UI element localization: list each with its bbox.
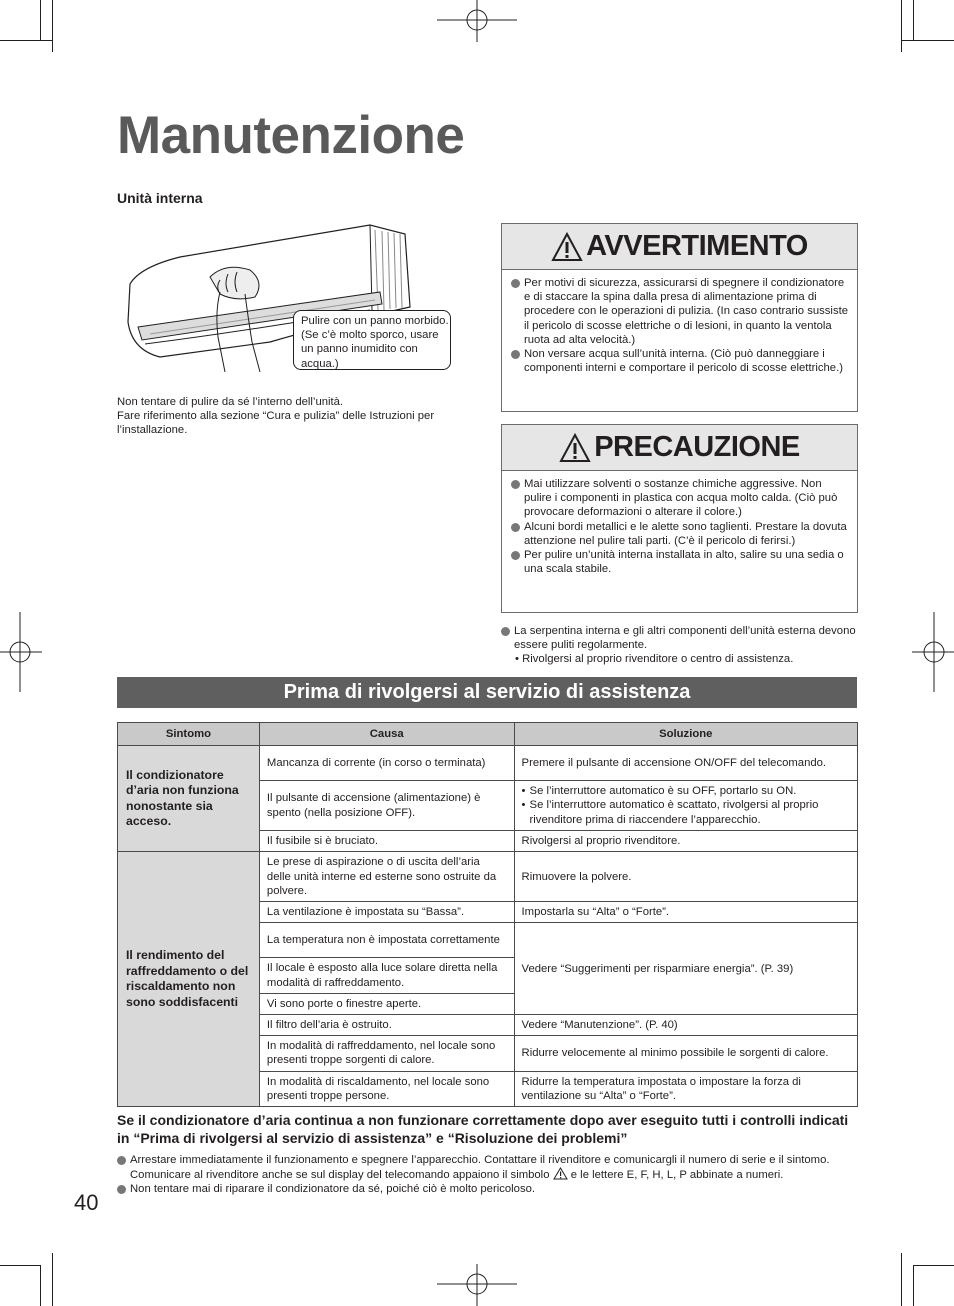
troubleshooting-table — [117, 722, 858, 1107]
caution-header — [502, 425, 857, 471]
if-still-item: Non tentare mai di riparare il condizionatore da sé, poiché ciò è molto pericoloso. — [117, 1182, 857, 1196]
cause-cell: Vi sono porte o finestre aperte. — [259, 993, 514, 1014]
indoor-unit-heading: Unità interna — [117, 190, 203, 206]
cause-cell: La ventilazione è impostata su “Bassa”. — [259, 902, 514, 923]
table-row — [118, 852, 858, 902]
cause-cell: La temperatura non è impostata correttamente — [259, 923, 514, 958]
symptom-cell: Il rendimento del raffreddamento o del riscaldamento non sono soddisfacenti — [118, 852, 260, 1107]
warning-triangle-icon — [553, 1167, 568, 1180]
registration-mark-top — [437, 0, 517, 42]
caution-box — [501, 424, 858, 613]
caution-item: Mai utilizzare solventi o sostanze chimiche aggressive. Non pulire i componenti in plastica con acqua molto calda. (Ciò può provocare deformazioni o alterare il colore.) — [511, 477, 849, 520]
cause-cell: Le prese di aspirazione o di uscita dell’aria delle unità interne ed esterne sono ostruite da polvere. — [259, 852, 514, 902]
cause-cell: Mancanza di corrente (in corso o terminata) — [259, 746, 514, 781]
cause-cell: Il filtro dell’aria è ostruito. — [259, 1015, 514, 1036]
page-title: Manutenzione — [117, 106, 465, 165]
cause-cell: Il pulsante di accensione (alimentazione) è spento (nella posizione OFF). — [259, 781, 514, 831]
solution-cell: Rimuovere la polvere. — [514, 852, 857, 902]
solution-cell: Rivolgersi al proprio rivenditore. — [514, 831, 857, 852]
header-solution: Soluzione — [514, 723, 857, 746]
solution-cell: Ridurre velocemente al minimo possibile le sorgenti di calore. — [514, 1036, 857, 1071]
header-symptom: Sintomo — [118, 723, 260, 746]
registration-mark-right — [912, 612, 954, 692]
cause-cell: In modalità di riscaldamento, nel locale sono presenti troppe persone. — [259, 1071, 514, 1106]
registration-mark-left — [0, 612, 42, 692]
outdoor-note — [501, 624, 861, 667]
indoor-note — [117, 395, 467, 438]
warning-box — [501, 223, 858, 412]
symptom-cell: Il condizionatore d’aria non funziona nonostante sia acceso. — [118, 746, 260, 852]
registration-mark-bottom — [437, 1264, 517, 1306]
table-header-row — [118, 723, 858, 746]
warning-title: AVVERTIMENTO — [586, 230, 808, 262]
if-still-text: e le lettere E, F, H, L, P abbinate a numeri. — [570, 1169, 784, 1182]
warning-header — [502, 224, 857, 270]
warning-item: Non versare acqua sull’unità interna. (Ciò può danneggiare i componenti interni e comportare il pericolo di scosse elettriche.) — [511, 347, 849, 375]
if-still-heading: Se il condizionatore d’aria continua a non funzionare correttamente dopo aver eseguito tutti i controlli indicati in “Prima di rivolgersi al servizio di assistenza” e “Risoluzione dei problemi” — [117, 1112, 849, 1146]
if-still-item — [117, 1153, 857, 1182]
solution-cell: Premere il pulsante di accensione ON/OFF del telecomando. — [514, 746, 857, 781]
cause-cell: Il fusibile si è bruciato. — [259, 831, 514, 852]
warning-triangle-icon — [551, 232, 583, 262]
solution-cell: Vedere “Suggerimenti per risparmiare energia”. (P. 39) — [514, 923, 857, 1015]
note-line: Fare riferimento alla sezione “Cura e pulizia” delle Istruzioni per l’installazione. — [117, 410, 435, 437]
caution-triangle-icon — [559, 433, 591, 463]
cause-cell: In modalità di raffreddamento, nel locale sono presenti troppe sorgenti di calore. — [259, 1036, 514, 1071]
solution-cell: Impostarla su “Alta” o “Forte”. — [514, 902, 857, 923]
section-title: Prima di rivolgersi al servizio di assistenza — [117, 677, 857, 708]
if-still-list — [117, 1153, 857, 1197]
solution-item: • Se l’interruttore automatico è su OFF, portarlo su ON. — [522, 784, 850, 798]
cleaning-callout: Pulire con un panno morbido. (Se c’è molto sporco, usare un panno inumidito con acqua.) — [293, 310, 451, 370]
cause-cell: Il locale è esposto alla luce solare diretta nella modalità di raffreddamento. — [259, 958, 514, 993]
caution-item: Alcuni bordi metallici e le alette sono taglienti. Prestare la dovuta attenzione nel pulire tali parti. (C’è il pericolo di ferirsi.) — [511, 520, 849, 548]
warning-item: Per motivi di sicurezza, assicurarsi di spegnere il condizionatore e di staccare la spina dalla presa di alimentazione prima di procedere con le operazioni di pulizia. (In caso contrario sussiste il pericolo di scosse elettriche o di lesioni, in quanto la ventola ruota ad alta velocità.) — [511, 276, 849, 347]
solution-cell: Ridurre la temperatura impostata o impostare la forza di ventilazione su “Alta” o “Forte”. — [514, 1071, 857, 1106]
outdoor-note-item: La serpentina interna e gli altri componenti dell’unità esterna devono essere puliti regolarmente. — [501, 624, 861, 652]
if-still-text: Arrestare immediatamente il funzionamento e spegnere l’apparecchio. Contattare il rivenditore e comunicargli il numero di serie e il sintomo. Comunicare al rivenditore anche se sul display del telecomando appaiono il simbolo — [130, 1154, 830, 1182]
note-line: Non tentare di pulire da sé l’interno dell’unità. — [117, 396, 344, 408]
table-row — [118, 746, 858, 781]
caution-title: PRECAUZIONE — [594, 431, 800, 463]
solution-cell: Vedere “Manutenzione”. (P. 40) — [514, 1015, 857, 1036]
header-cause: Causa — [259, 723, 514, 746]
page-number: 40 — [74, 1190, 99, 1215]
solution-item: • Se l’interruttore automatico è scattato, rivolgersi al proprio rivenditore prima di riaccendere l’apparecchio. — [522, 798, 850, 826]
solution-cell — [514, 781, 857, 831]
outdoor-note-sub: • Rivolgersi al proprio rivenditore o centro di assistenza. — [515, 653, 794, 666]
caution-item: Per pulire un’unità interna installata in alto, salire su una sedia o una scala stabile. — [511, 548, 849, 576]
